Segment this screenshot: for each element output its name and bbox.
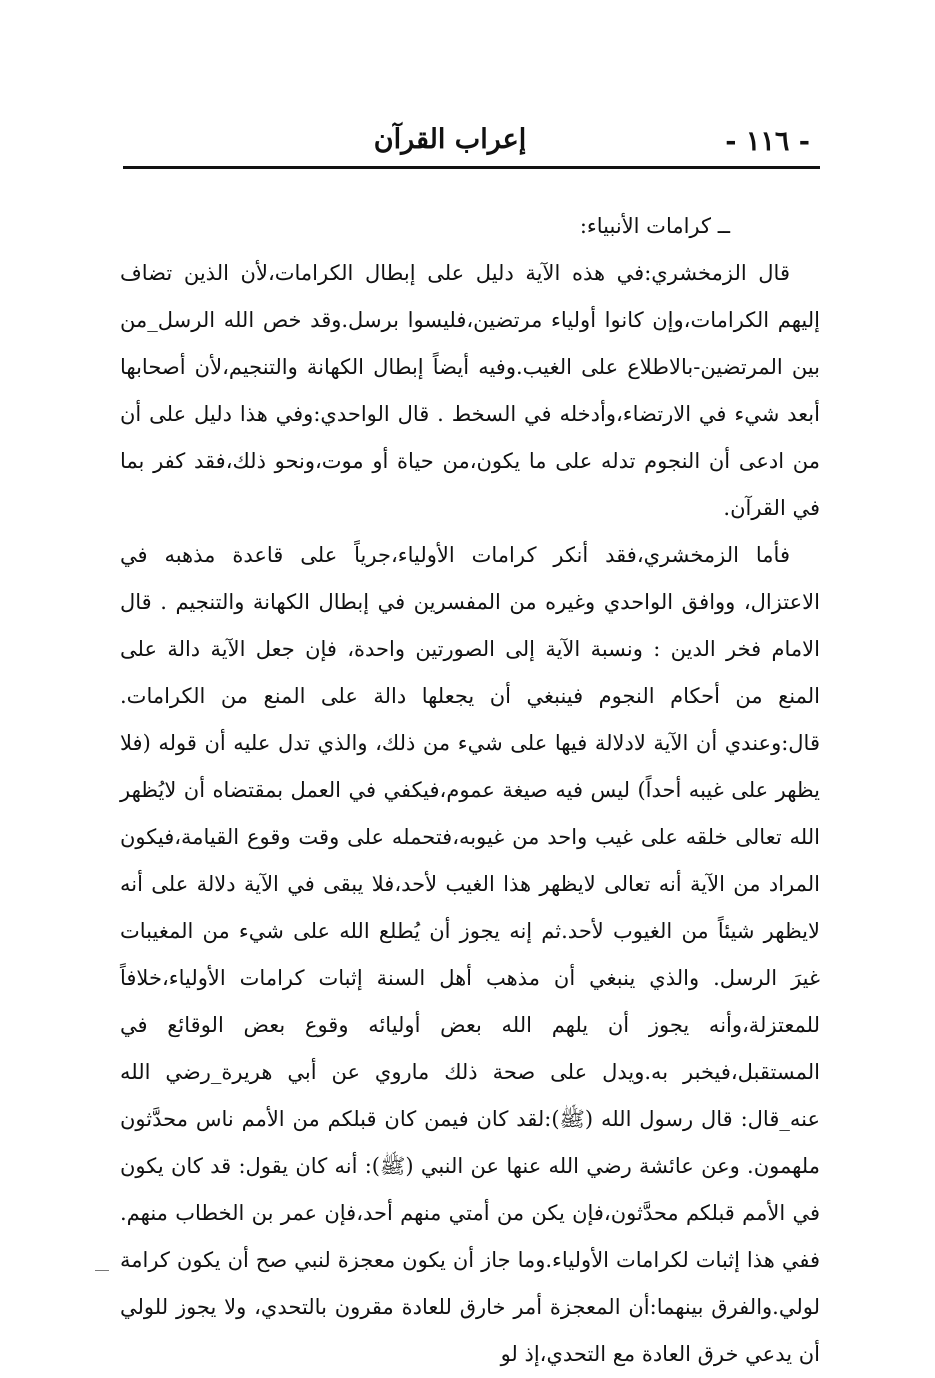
- header-rule: [123, 166, 820, 169]
- running-title: إعراب القرآن: [373, 124, 527, 155]
- page-header: [120, 112, 820, 162]
- margin-mark: [95, 1270, 109, 1271]
- section-heading: ــ كرامات الأنبياء:: [579, 214, 730, 238]
- page-body: [120, 203, 820, 1378]
- paragraph: فأما الزمخشري،فقد أنكر كرامات الأولياء،جرياً على قاعدة مذهبه في الاعتزال، ووافق الواحدي وغيره من المفسرين في إبطال الكهانة والتنجيم . قال الامام فخر الدين : ونسبة الآية إلى الصورتين واحدة، فإن جعل الآية دالة على المنع من أحكام النجوم فينبغي أن يجعلها دالة على المنع من الكرامات. قال:وعندي أن الآية لادلالة فيها على شيء من ذلك، والذي تدل عليه أن قوله (فلا يظهر على غيبه أحداً) ليس فيه صيغة عموم،فيكفي في العمل بمقتضاه أن لايُظهر الله تعالى خلقه على غيب واحد من غيوبه،فتحمله على وقت وقوع القيامة،فيكون المراد من الآية أنه تعالى لايظهر هذا الغيب لأحد،فلا يبقى في الآية دلالة على أنه لايظهر شيئاً من الغيوب لأحد.ثم إنه يجوز أن يُطلع الله على شيء من المغيبات غيرَ الرسل. والذي ينبغي أن مذهب أهل السنة إثبات كرامات الأولياء،خلافاً للمعتزلة،وأنه يجوز أن يلهم الله بعض أوليائه وقوع بعض الوقائع في المستقبل،فيخبر به.ويدل على صحة ذلك ماروي عن أبي هريرة_رضي الله عنه_قال: قال رسول الله (ﷺ):لقد كان فيمن كان قبلكم من الأمم ناس محدَّثون ملهمون. وعن عائشة رضي الله عنها عن النبي (ﷺ): أنه كان يقول: قد كان يكون في الأمم قبلكم محدَّثون،فإن يكن من أمتي منهم أحد،فإن عمر بن الخطاب منهم. ففي هذا إثبات لكرامات الأولياء.وما جاز أن يكون معجزة لنبي صح أن يكون كرامة لولي.والفرق بينهما:أن المعجزة أمر خارق للعادة مقرون بالتحدي، ولا يجوز للولي أن يدعي خرق العادة مع التحدي،إذ لو: [120, 543, 820, 1366]
- paragraph: قال الزمخشري:في هذه الآية دليل على إبطال الكرامات،لأن الذين تضاف إليهم الكرامات،وإن كانوا أولياء مرتضين،فليسوا برسل.وقد خص الله الرسل_من بين المرتضين-بالاطلاع على الغيب.وفيه أيضاً إبطال الكهانة والتنجيم،لأن أصحابها أبعد شيء في الارتضاء،وأدخله في السخط . قال الواحدي:وفي هذا دليل على أن من ادعى أن النجوم تدله على ما يكون،من حياة أو موت،ونحو ذلك،فقد كفر بما في القرآن.: [120, 261, 820, 520]
- page-number: - ١١٦ -: [725, 126, 810, 157]
